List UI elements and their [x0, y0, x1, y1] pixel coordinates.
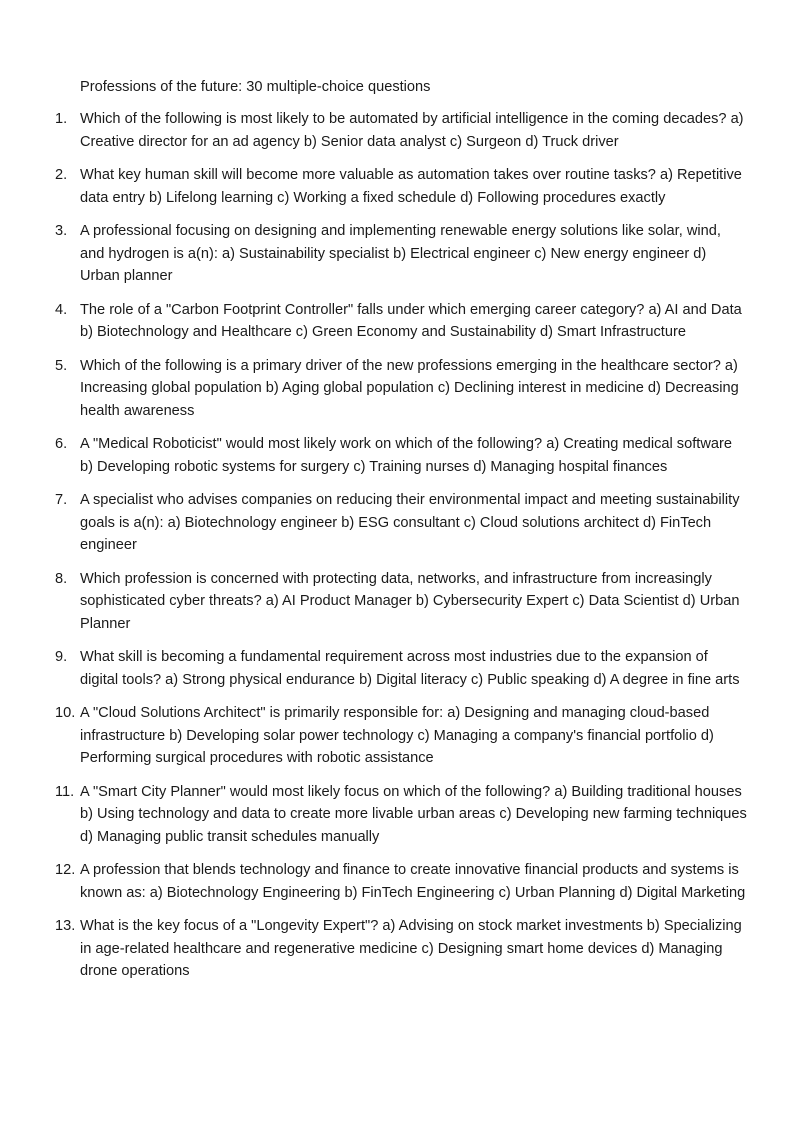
question-number: 13. — [55, 918, 76, 934]
question-item — [0, 108, 800, 153]
question-item — [0, 859, 800, 904]
question-text: A "Medical Roboticist" would most likely work on which of the following? a) Creating medical software b) Developing robotic systems for surgery c) Training nurses d) Managing hospital finances — [80, 436, 732, 475]
question-text: A "Cloud Solutions Architect" is primarily responsible for: a) Designing and managing cloud-based infrastructure b) Developing solar power technology c) Managing a company's financial portfolio d) Performing surgical procedures with robotic assistance — [80, 705, 714, 766]
question-number: 3. — [55, 223, 68, 239]
question-text: Which profession is concerned with protecting data, networks, and infrastructure from increasingly sophisticated cyber threats? a) AI Product Manager b) Cybersecurity Expert c) Data Scientist d) Urban Planner — [80, 570, 740, 632]
question-text: The role of a "Carbon Footprint Controller" falls under which emerging career category? a) AI and Data b) Biotechnology and Healthcare c) Green Economy and Sustainability d) Smart Infrastructure — [80, 301, 742, 340]
question-number: 9. — [55, 649, 68, 665]
question-text: What skill is becoming a fundamental requirement across most industries due to the expansion of digital tools? a) Strong physical endurance b) Digital literacy c) Public speaking d) A degree in fine arts — [80, 649, 740, 688]
question-text: Which of the following is most likely to be automated by artificial intelligence in the coming decades? a) Creative director for an ad agency b) Senior data analyst c) Surgeon d) Truck driver — [80, 111, 744, 150]
question-number: 12. — [55, 862, 76, 878]
question-text: A profession that blends technology and finance to create innovative financial products and systems is known as: a) Biotechnology Engineering b) FinTech Engineering c) Urban Planning d) Digital Marketing — [80, 862, 746, 901]
question-list — [0, 108, 800, 994]
question-number: 4. — [55, 301, 68, 318]
question-item — [0, 164, 800, 209]
question-text: Which of the following is a primary driver of the new professions emerging in the healthcare sector? a) Increasing global population b) Aging global population c) Declining interest in medicine d) Decreasing health awareness — [80, 357, 739, 419]
question-item — [0, 702, 800, 770]
question-text: A "Smart City Planner" would most likely focus on which of the following? a) Building traditional houses b) Using technology and data to create more livable urban areas c) Developing new farming techniques d) Managing public transit schedules manually — [80, 783, 747, 845]
question-number: 5. — [55, 357, 68, 374]
question-item — [0, 915, 800, 983]
question-text: A professional focusing on designing and implementing renewable energy solutions like solar, wind, and hydrogen is a(n): a) Sustainability specialist b) Electrical engineer c) New energy engineer d) Urban planner — [80, 223, 721, 284]
question-item — [0, 646, 800, 691]
question-text: A specialist who advises companies on reducing their environmental impact and meeting sustainability goals is a(n): a) Biotechnology engineer b) ESG consultant c) Cloud solutions architect d) FinTech engineer — [80, 492, 740, 553]
question-item — [0, 299, 800, 344]
question-text: What is the key focus of a "Longevity Expert"? a) Advising on stock market investments b) Specializing in age-related healthcare and regenerative medicine c) Designing smart home devices d) Managing drone operations — [80, 918, 742, 979]
question-item — [0, 433, 800, 478]
question-item — [0, 489, 800, 557]
question-item — [0, 781, 800, 849]
question-number: 7. — [55, 492, 68, 508]
question-item — [0, 355, 800, 423]
question-item — [0, 568, 800, 636]
question-number: 8. — [55, 570, 68, 587]
question-number: 10. — [55, 705, 76, 721]
question-number: 1. — [55, 111, 68, 127]
question-number: 2. — [55, 167, 68, 183]
document-title: Professions of the future: 30 multiple-choice questions — [80, 79, 431, 95]
question-item — [0, 220, 800, 288]
question-number: 6. — [55, 436, 68, 452]
question-number: 11. — [55, 783, 75, 800]
question-text: What key human skill will become more valuable as automation takes over routine tasks? a) Repetitive data entry b) Lifelong learning c) Working a fixed schedule d) Following procedures exactly — [80, 167, 742, 206]
